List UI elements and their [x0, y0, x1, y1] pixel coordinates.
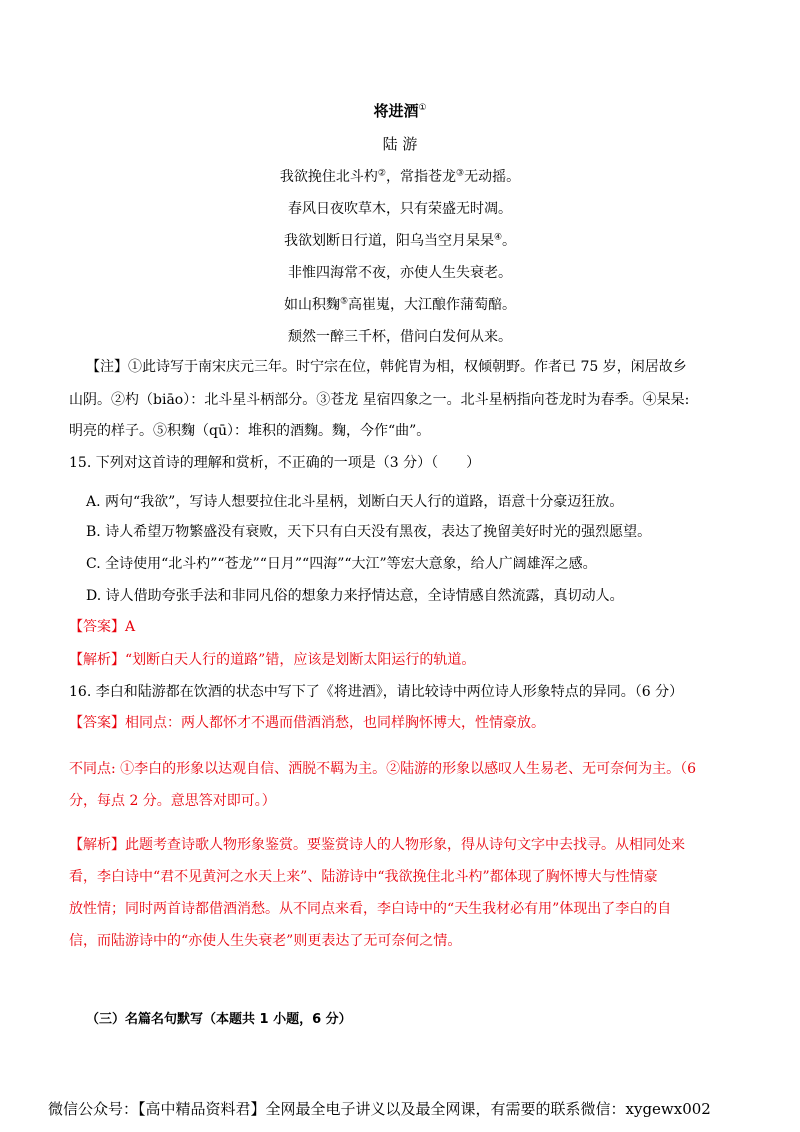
note-line: 【注】①此诗写于南宋庆元三年。时宁宗在位，韩侂胄为相，权倾朝野。作者已 75 岁，闲居故乡	[86, 359, 687, 375]
note-line: 明亮的样子。⑤积麴（qū）：堆积的酒麴。麴，今作“曲”。	[69, 423, 431, 439]
title-footnote-marker: ①	[418, 103, 427, 113]
poem-line: 我欲挽住北斗杓②，常指苍龙③无动摇。	[279, 168, 521, 185]
answer-16-diff: 不同点: ①李白的形象以达观自信、洒脱不羁为主。②陆游的形象以感叹人生易老、无可奈何为主。（6	[69, 761, 697, 777]
option-a: A. 两句“我欲”，写诗人想要拉住北斗星柄，划断白天人行的道路，语意十分豪迈狂放。	[86, 494, 624, 510]
poem-line: 春风日夜吹草木，只有荣盛无时凋。	[288, 201, 512, 217]
poem-line: 非惟四海常不夜，亦使人生失衰老。	[288, 265, 512, 281]
option-d: D. 诗人借助夸张手法和非同凡俗的想象力来抒情达意，全诗情感自然流露，真切动人。	[86, 588, 624, 604]
poem-line: 颓然一醉三千杯，借问白发何从来。	[288, 329, 512, 345]
poem-line: 我欲划断日行道，阳乌当空月杲杲④。	[283, 232, 517, 249]
section-title: （三）名篇名句默写（本题共 1 小题，6 分）	[86, 1012, 352, 1027]
question-15-stem: 15. 下列对这首诗的理解和赏析，不正确的一项是（3 分）（ ）	[69, 455, 481, 471]
poem-author: 陆 游	[382, 135, 418, 153]
poem-title: 将进酒①	[373, 102, 427, 120]
option-c: C. 全诗使用“北斗杓”“苍龙”“日月”“四海”“大江”等宏大意象，给人广阔雄浑之感。	[86, 556, 597, 572]
analysis-16-line: 放性情；同时两首诗都借酒消愁。从不同点来看，李白诗中的“天生我材必有用”体现出了李白的自	[69, 901, 672, 917]
answer-16-diff-cont: 分，每点 2 分。意思答对即可。）	[69, 793, 276, 809]
answer-16-same: 【答案】相同点：两人都怀才不遇而借酒消愁，也同样胸怀博大，性情豪放。	[69, 715, 545, 731]
question-16-stem: 16. 李白和陆游都在饮酒的状态中写下了《将进酒》，请比较诗中两位诗人形象特点的异同。（6 分）	[69, 684, 684, 700]
option-b: B. 诗人希望万物繁盛没有衰败，天下只有白天没有黑夜，表达了挽留美好时光的强烈愿望。	[86, 524, 652, 540]
note-line: 山阴。②杓（biāo）：北斗星斗柄部分。③苍龙 星宿四象之一。北斗星柄指向苍龙时为春季。④杲杲:	[69, 392, 690, 408]
answer-15: 【答案】A	[69, 619, 136, 635]
analysis-15: 【解析】“划断白天人行的道路”错，应该是划断太阳运行的轨道。	[69, 652, 476, 668]
poem-line: 如山积麴⑤高崔嵬，大江酿作蒲萄醅。	[283, 296, 517, 313]
analysis-16-line: 看，李白诗中“君不见黄河之水天上来”、陆游诗中“我欲挽住北斗杓”都体现了胸怀博大与性情豪	[69, 869, 658, 885]
analysis-16-line: 【解析】此题考查诗歌人物形象鉴赏。要鉴赏诗人的人物形象，得从诗句文字中去找寻。从相同处来	[69, 837, 685, 853]
analysis-16-line: 信，而陆游诗中的“亦使人生失衰老”则更表达了无可奈何之情。	[69, 933, 462, 949]
footer-text: 微信公众号：【高中精品资料君】全网最全电子讲义以及最全网课，有需要的联系微信：xygewx002	[48, 1100, 711, 1118]
